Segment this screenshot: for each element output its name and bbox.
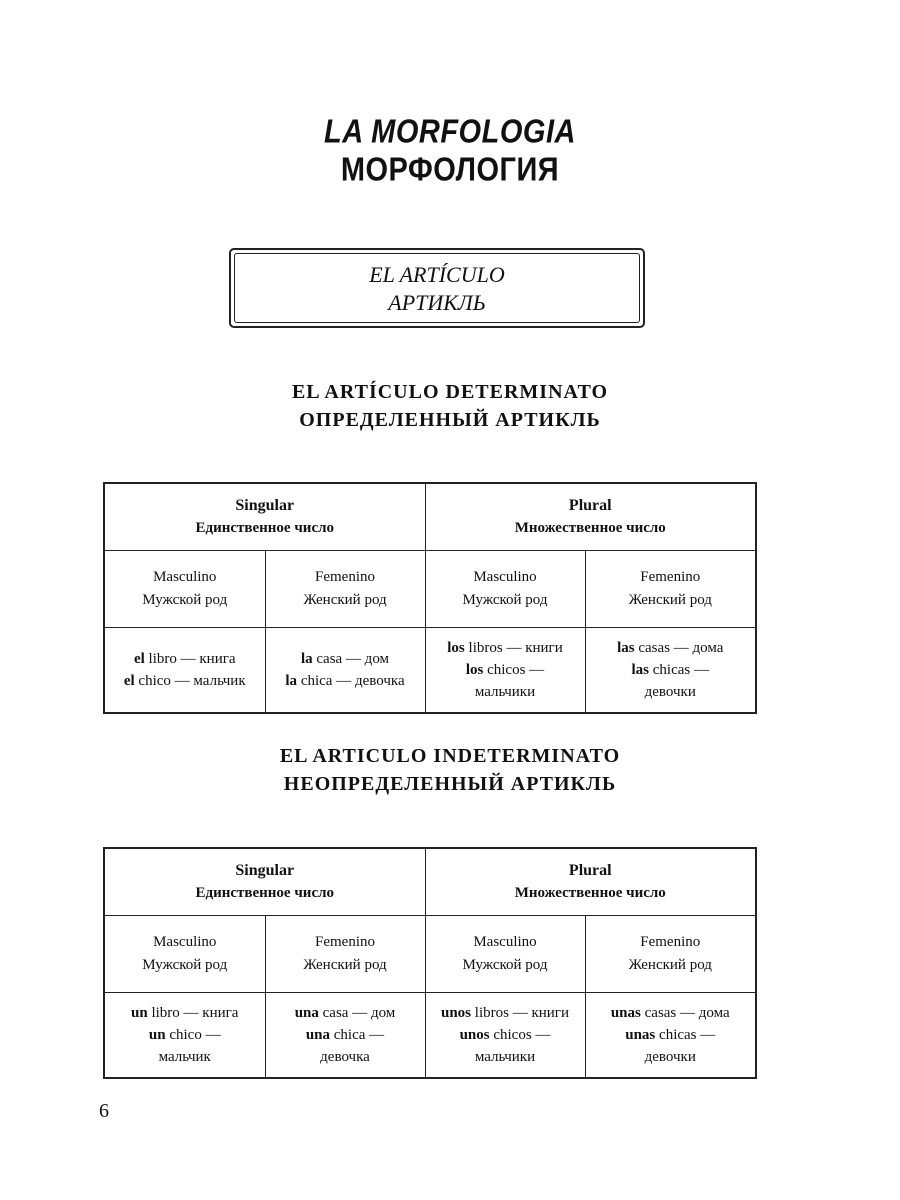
gender-ru: Мужской род — [462, 592, 548, 608]
example-line — [588, 659, 754, 681]
gender-cell — [585, 916, 756, 993]
indefinite-title-spanish: EL ARTICULO INDETERMINATO — [279, 745, 621, 767]
example-text: мальчик — [158, 1049, 211, 1065]
chapter-title-spanish: EL ARTÍCULO — [369, 262, 505, 287]
gender-cell — [104, 916, 265, 993]
example-text: девочки — [644, 684, 696, 700]
example-text: chicos — — [483, 662, 545, 678]
indefinite-article-table — [103, 847, 757, 1079]
example-text: chico — — [165, 1027, 221, 1043]
definite-article-table — [103, 482, 757, 714]
example-cell — [265, 628, 425, 714]
article-word: unos — [459, 1027, 490, 1043]
example-cell — [104, 628, 265, 714]
example-text: chica — — [330, 1027, 385, 1043]
example-text: мальчики — [474, 684, 536, 700]
example-line — [268, 670, 423, 692]
plural-header — [425, 848, 756, 916]
example-line — [107, 1024, 263, 1046]
gender-cell — [265, 551, 425, 628]
gender-row — [104, 551, 756, 628]
example-line — [588, 1024, 754, 1046]
example-line — [428, 681, 583, 703]
example-text: chicos — — [489, 1027, 551, 1043]
example-text: девочка — [320, 1049, 370, 1065]
definite-section-title — [0, 378, 900, 434]
plural-label-russian: Множественное число — [514, 520, 666, 536]
example-text: libro — книга — [144, 651, 236, 667]
chapter-frame-inner — [234, 253, 640, 323]
gender-ru: Мужской род — [142, 957, 228, 973]
table-header-row — [104, 848, 756, 916]
example-cell — [585, 628, 756, 714]
article-word: la — [300, 651, 313, 667]
article-word: las — [617, 640, 635, 656]
example-text: casa — дом — [318, 1005, 396, 1021]
gender-cell — [265, 916, 425, 993]
article-word: un — [131, 1005, 148, 1021]
gender-row — [104, 916, 756, 993]
indefinite-section-title — [0, 742, 900, 798]
article-word: el — [133, 651, 145, 667]
example-cell — [104, 993, 265, 1079]
plural-label: Plural — [568, 497, 612, 514]
article-word: los — [465, 662, 484, 678]
example-line — [107, 1046, 263, 1068]
gender-cell — [425, 916, 585, 993]
article-word: los — [447, 640, 465, 656]
examples-row — [104, 993, 756, 1079]
singular-label: Singular — [235, 862, 295, 879]
example-line — [428, 1024, 583, 1046]
gender-es: Masculino — [473, 934, 537, 950]
example-line — [588, 1002, 754, 1024]
article-word: la — [285, 673, 298, 689]
singular-label-russian: Единственное число — [195, 885, 335, 901]
gender-cell — [425, 551, 585, 628]
example-text: chico — мальчик — [134, 673, 246, 689]
gender-cell — [104, 551, 265, 628]
example-line — [268, 1046, 423, 1068]
plural-header — [425, 483, 756, 551]
gender-ru: Мужской род — [462, 957, 548, 973]
gender-ru: Мужской род — [142, 592, 228, 608]
example-line — [107, 1002, 263, 1024]
gender-ru: Женский род — [303, 957, 387, 973]
article-word: las — [631, 662, 650, 678]
article-word: un — [148, 1027, 166, 1043]
article-word: una — [294, 1005, 319, 1021]
gender-es: Masculino — [153, 934, 217, 950]
example-line — [588, 1046, 754, 1068]
definite-title-spanish: EL ARTÍCULO DETERMINATO — [291, 381, 609, 403]
example-text: libro — книга — [147, 1005, 239, 1021]
table-header-row — [104, 483, 756, 551]
plural-label-russian: Множественное число — [514, 885, 666, 901]
article-word: una — [305, 1027, 331, 1043]
example-text: casas — дома — [640, 1005, 730, 1021]
gender-cell — [585, 551, 756, 628]
main-title-spanish: LA MORFOLOGIA — [324, 113, 576, 151]
example-line — [107, 648, 263, 670]
chapter-title-russian: АРТИКЛЬ — [388, 290, 486, 315]
example-text: chica — девочка — [297, 673, 405, 689]
indefinite-title-russian: НЕОПРЕДЕЛЕННЫЙ АРТИКЛЬ — [283, 773, 617, 795]
article-word: unas — [610, 1005, 641, 1021]
example-line — [268, 648, 423, 670]
plural-label: Plural — [568, 862, 612, 879]
example-cell — [585, 993, 756, 1079]
examples-row — [104, 628, 756, 714]
gender-es: Femenino — [315, 569, 375, 585]
example-text: chicas — — [649, 662, 709, 678]
example-line — [588, 637, 754, 659]
example-cell — [425, 993, 585, 1079]
example-line — [268, 1024, 423, 1046]
article-word: unos — [441, 1005, 472, 1021]
gender-ru: Женский род — [303, 592, 387, 608]
gender-ru: Женский род — [628, 957, 712, 973]
example-text: libros — книги — [471, 1005, 569, 1021]
gender-es: Masculino — [153, 569, 217, 585]
definite-title-russian: ОПРЕДЕЛЕННЫЙ АРТИКЛЬ — [299, 409, 601, 431]
example-text: casas — дома — [634, 640, 724, 656]
example-text: casa — дом — [312, 651, 390, 667]
example-line — [588, 681, 754, 703]
example-text: libros — книги — [464, 640, 563, 656]
example-cell — [265, 993, 425, 1079]
example-cell — [425, 628, 585, 714]
singular-label-russian: Единственное число — [195, 520, 335, 536]
example-line — [428, 659, 583, 681]
gender-es: Femenino — [315, 934, 375, 950]
example-line — [428, 1046, 583, 1068]
page-number: 6 — [99, 1100, 109, 1122]
article-word: unas — [625, 1027, 656, 1043]
example-line — [107, 670, 263, 692]
gender-ru: Женский род — [628, 592, 712, 608]
article-word: el — [123, 673, 135, 689]
main-title-russian: МОРФОЛОГИЯ — [340, 151, 560, 189]
gender-es: Femenino — [640, 934, 701, 950]
gender-es: Femenino — [640, 569, 701, 585]
example-line — [268, 1002, 423, 1024]
singular-header — [104, 848, 425, 916]
gender-es: Masculino — [473, 569, 537, 585]
singular-label: Singular — [235, 497, 295, 514]
example-line — [428, 1002, 583, 1024]
example-line — [428, 637, 583, 659]
example-text: chicas — — [655, 1027, 716, 1043]
example-text: девочки — [644, 1049, 696, 1065]
example-text: мальчики — [474, 1049, 536, 1065]
singular-header — [104, 483, 425, 551]
chapter-frame — [229, 248, 645, 328]
